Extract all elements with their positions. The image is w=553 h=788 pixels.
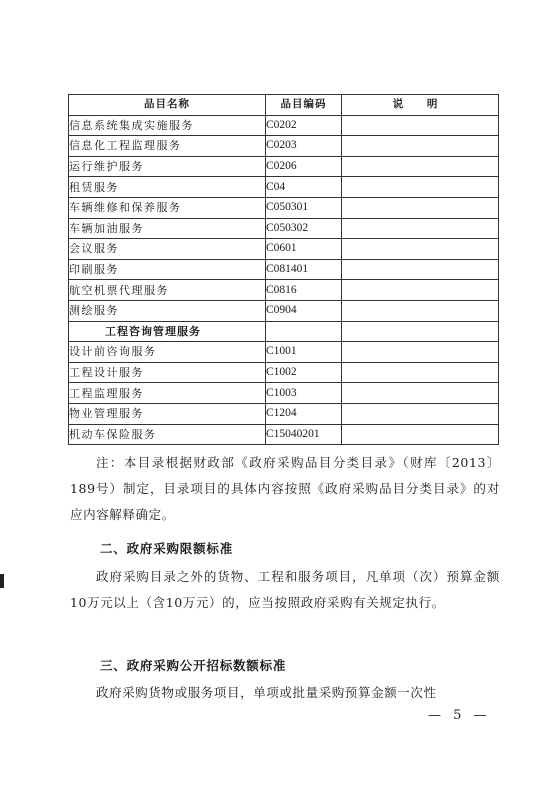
- table-header-row: [69, 95, 499, 116]
- table-row: [69, 362, 499, 383]
- page-number: — 5 —: [428, 708, 491, 723]
- note-cell: [342, 424, 499, 445]
- item-code-cell: C04: [266, 177, 342, 198]
- item-name-cell: 租赁服务: [69, 177, 266, 198]
- table-row: [69, 218, 499, 239]
- item-code-cell: C1003: [266, 383, 342, 404]
- item-name-cell: 信息系统集成实施服务: [69, 115, 266, 136]
- section-heading-limit-standard: 二、政府采购限额标准: [100, 541, 234, 556]
- note-cell: [342, 280, 499, 301]
- note-cell: [342, 156, 499, 177]
- item-code-cell: C1204: [266, 403, 342, 424]
- section-body-limit-standard: 政府采购目录之外的货物、工程和服务项目，凡单项（次）预算金额10万元以上（含10万元）的，应当按照政府采购有关规定执行。: [70, 569, 500, 610]
- note-cell: [342, 197, 499, 218]
- note-cell: [342, 403, 499, 424]
- item-name-cell: 物业管理服务: [69, 403, 266, 424]
- note-cell: [342, 115, 499, 136]
- section-heading-tender-threshold: 三、政府采购公开招标数额标准: [100, 658, 287, 673]
- item-code-cell: C0206: [266, 156, 342, 177]
- item-name-cell: 运行维护服务: [69, 156, 266, 177]
- section-body-tender-threshold: 政府采购货物或服务项目，单项或批量采购预算金额一次性: [96, 685, 437, 700]
- item-name-cell: 车辆维修和保养服务: [69, 197, 266, 218]
- table-row: [69, 300, 499, 321]
- header-item-code: 品目编码: [266, 95, 342, 116]
- item-name-cell: 机动车保险服务: [69, 424, 266, 445]
- item-code-cell: C050301: [266, 197, 342, 218]
- procurement-catalog-table: [68, 94, 499, 445]
- table-row: [69, 342, 499, 363]
- table-row: [69, 156, 499, 177]
- item-code-cell: C0816: [266, 280, 342, 301]
- item-name-cell: 印刷服务: [69, 259, 266, 280]
- item-code-cell: C1002: [266, 362, 342, 383]
- note-cell: [342, 342, 499, 363]
- table-row: [69, 259, 499, 280]
- item-code-cell: C0904: [266, 300, 342, 321]
- table-row: [69, 136, 499, 157]
- item-code-cell: C081401: [266, 259, 342, 280]
- item-code-cell: C15040201: [266, 424, 342, 445]
- item-name-cell: 工程设计服务: [69, 362, 266, 383]
- item-name-cell: 测绘服务: [69, 300, 266, 321]
- table-row: [69, 403, 499, 424]
- note-cell: [342, 259, 499, 280]
- item-code-cell: [266, 321, 342, 342]
- item-name-cell: 工程监理服务: [69, 383, 266, 404]
- item-code-cell: C050302: [266, 218, 342, 239]
- item-code-cell: C0202: [266, 115, 342, 136]
- table-row: [69, 383, 499, 404]
- note-cell: [342, 383, 499, 404]
- table-row: [69, 321, 499, 342]
- item-code-cell: C0203: [266, 136, 342, 157]
- note-cell: [342, 362, 499, 383]
- item-code-cell: C0601: [266, 239, 342, 260]
- table-row: [69, 239, 499, 260]
- table-row: [69, 424, 499, 445]
- item-name-cell: 信息化工程监理服务: [69, 136, 266, 157]
- table-row: [69, 177, 499, 198]
- note-cell: [342, 177, 499, 198]
- table-body: [69, 115, 499, 445]
- item-code-cell: C1001: [266, 342, 342, 363]
- table-row: [69, 280, 499, 301]
- scan-edge-mark: [0, 574, 4, 588]
- table-row: [69, 197, 499, 218]
- item-name-cell: 航空机票代理服务: [69, 280, 266, 301]
- note-cell: [342, 136, 499, 157]
- item-name-cell: 车辆加油服务: [69, 218, 266, 239]
- header-note: 说 明: [342, 95, 499, 116]
- note-cell: [342, 300, 499, 321]
- note-cell: [342, 218, 499, 239]
- note-cell: [342, 239, 499, 260]
- category-name-cell: 工程咨询管理服务: [69, 321, 266, 342]
- header-item-name: 品目名称: [69, 95, 266, 116]
- note-cell: [342, 321, 499, 342]
- table-row: [69, 115, 499, 136]
- note-paragraph: 注：本目录根据财政部《政府采购品目分类目录》（财库〔2013〕189号）制定，目录项目的具体内容按照《政府采购品目分类目录》的对应内容解释确定。: [70, 455, 500, 522]
- item-name-cell: 会议服务: [69, 239, 266, 260]
- item-name-cell: 设计前咨询服务: [69, 342, 266, 363]
